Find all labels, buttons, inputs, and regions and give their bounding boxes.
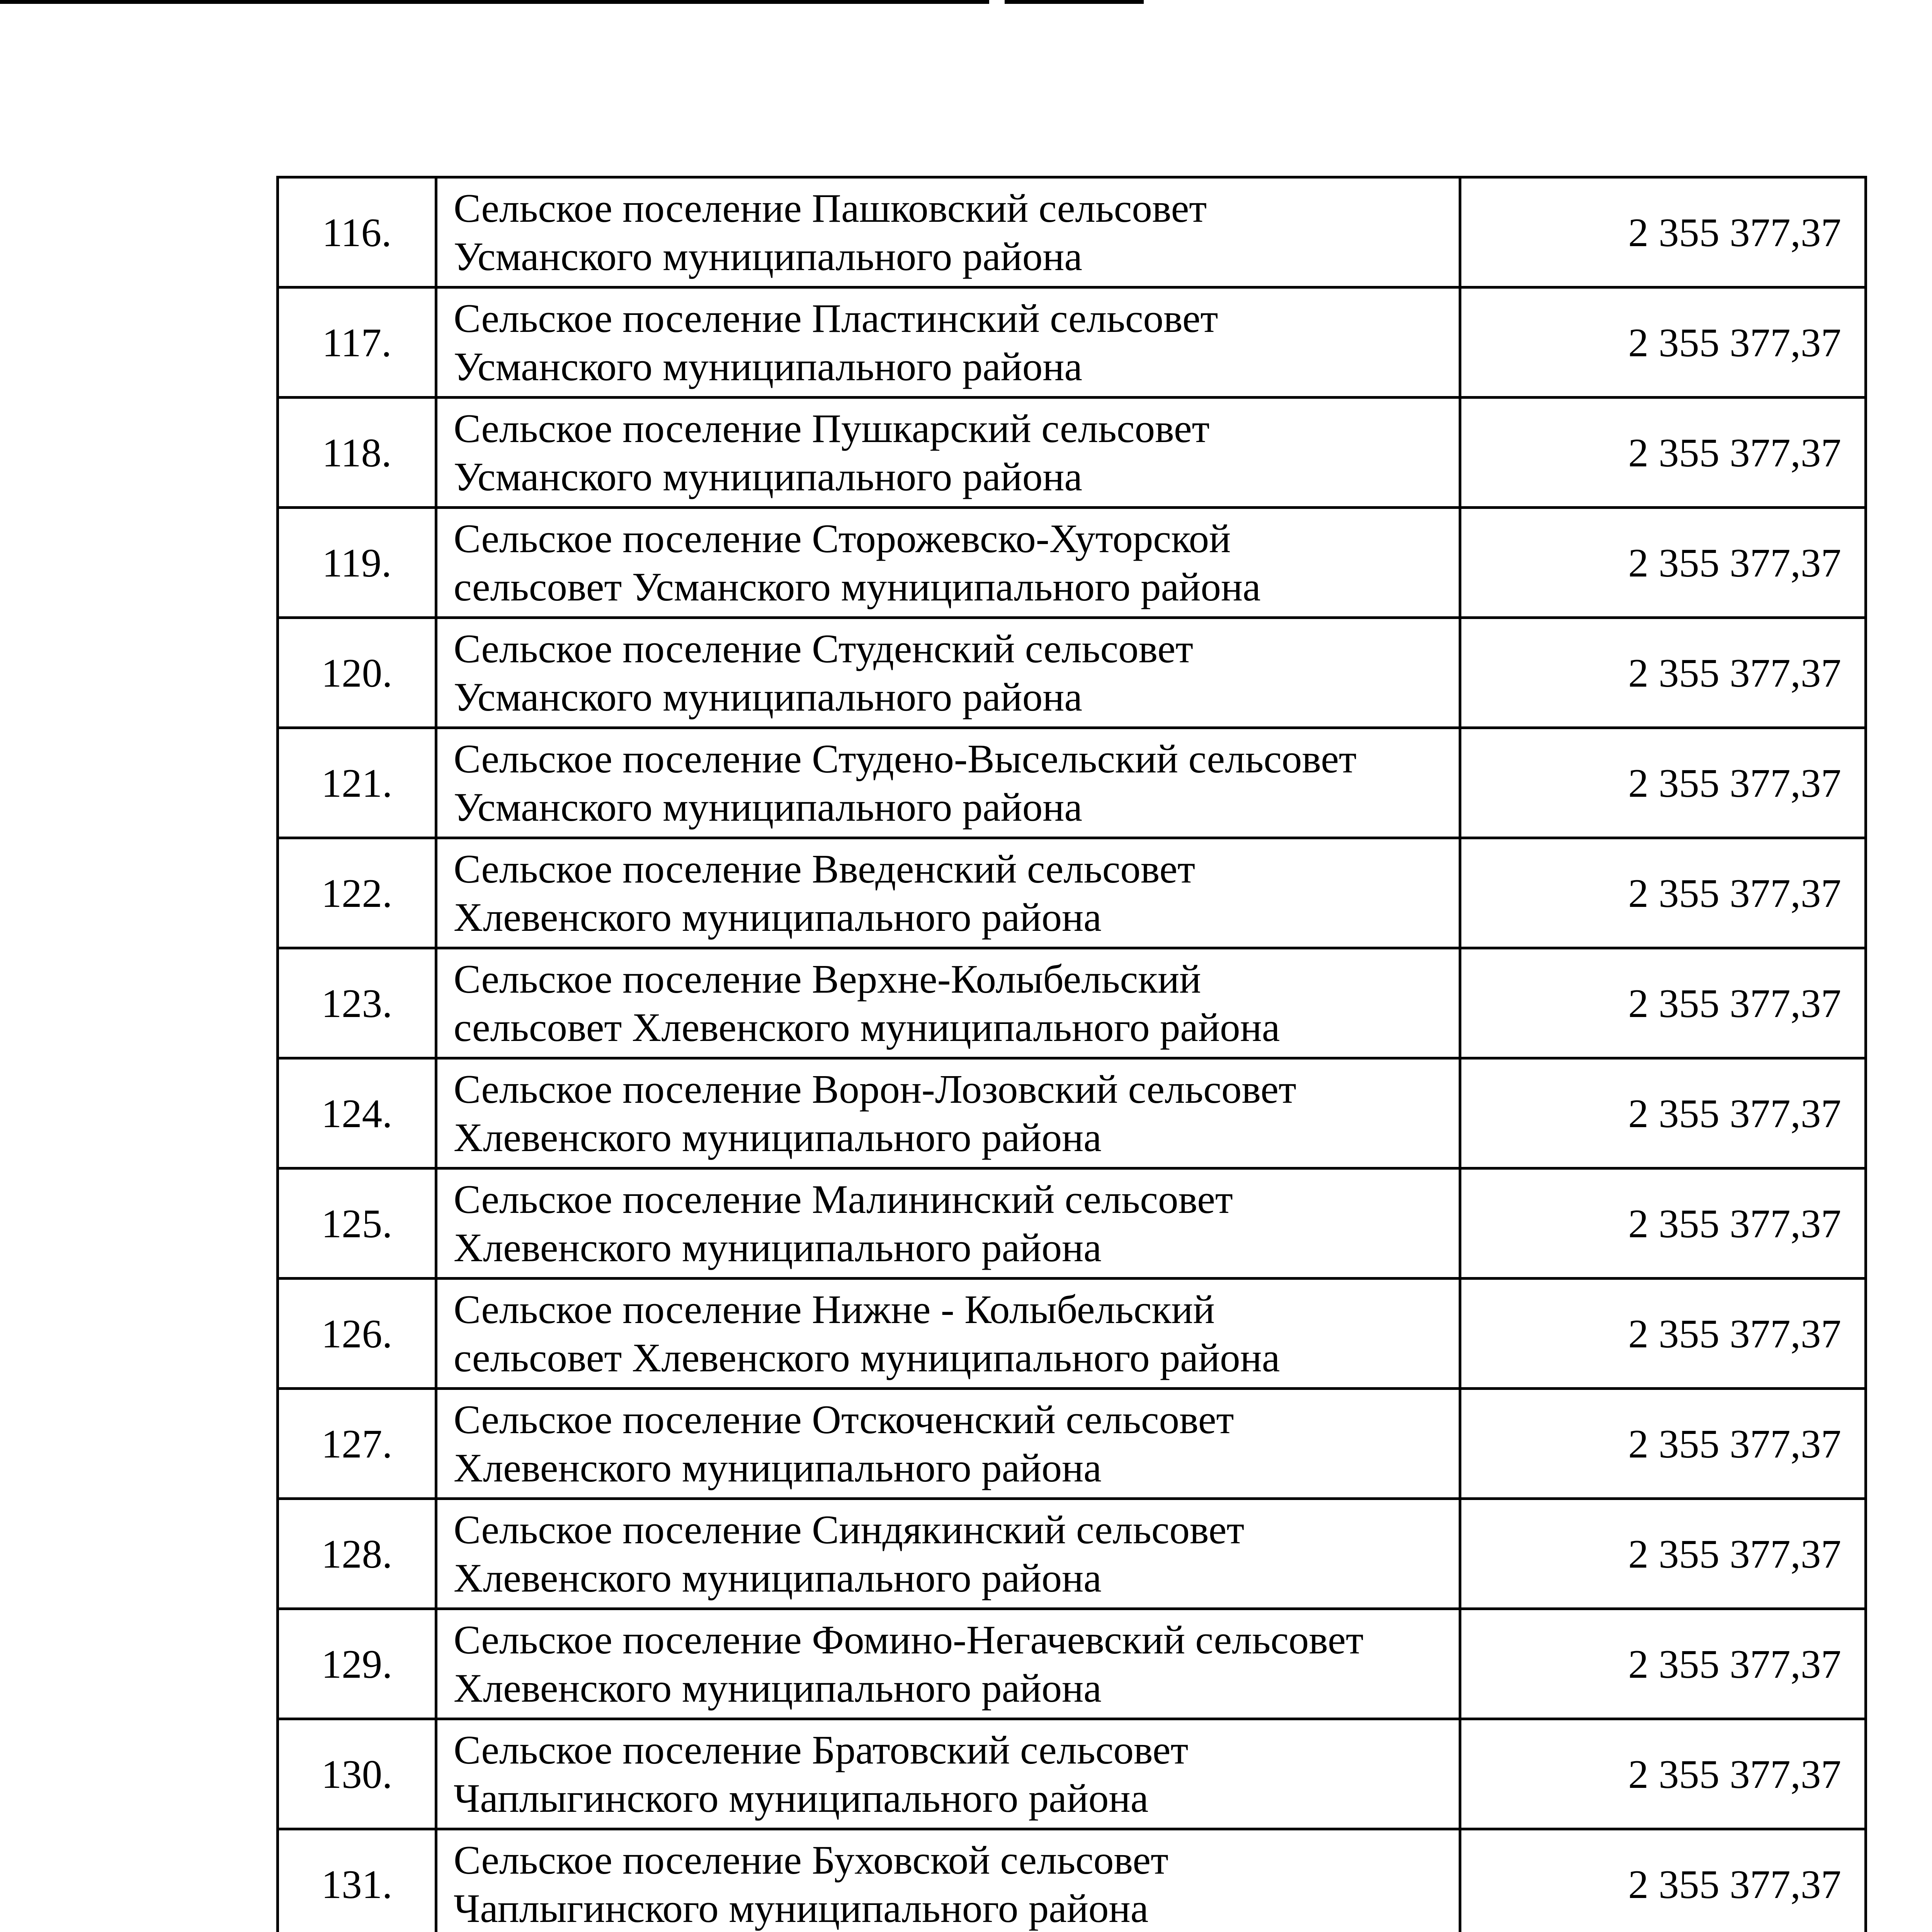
- row-number: 123.: [278, 948, 436, 1058]
- settlement-name-line-2: Хлевенского муниципального района: [454, 1555, 1102, 1600]
- settlement-name-line-1: Сельское поселение Студено-Высельский сельсовет: [454, 736, 1357, 781]
- settlement-name-line-1: Сельское поселение Фомино-Негачевский сельсовет: [454, 1617, 1364, 1662]
- settlement-name-line-2: Усманского муниципального района: [454, 674, 1083, 719]
- scan-border-top: [0, 0, 989, 4]
- settlement-name-line-2: Усманского муниципального района: [454, 234, 1083, 279]
- settlement-name: [436, 1719, 1460, 1829]
- settlement-name-line-2: Хлевенского муниципального района: [454, 1225, 1102, 1270]
- scan-border-top-fragment: [1005, 0, 1144, 4]
- settlement-name-line-2: Усманского муниципального района: [454, 454, 1083, 499]
- amount-cell: 2 355 377,37: [1460, 1058, 1866, 1168]
- settlement-name-line-1: Сельское поселение Пластинский сельсовет: [454, 296, 1218, 341]
- settlement-name-line-2: сельсовет Хлевенского муниципального района: [454, 1335, 1280, 1380]
- table-row: [278, 177, 1866, 287]
- row-number: 127.: [278, 1389, 436, 1499]
- settlement-name-line-2: Хлевенского муниципального района: [454, 1445, 1102, 1490]
- amount-cell: 2 355 377,37: [1460, 177, 1866, 287]
- amount-cell: 2 355 377,37: [1460, 508, 1866, 618]
- settlement-name-line-1: Сельское поселение Сторожевско-Хуторской: [454, 516, 1231, 561]
- table-row: [278, 1279, 1866, 1389]
- allocation-table: [276, 176, 1867, 1932]
- settlement-name-line-2: Хлевенского муниципального района: [454, 1115, 1102, 1160]
- settlement-name-line-1: Сельское поселение Синдякинский сельсовет: [454, 1507, 1245, 1552]
- row-number: 122.: [278, 838, 436, 948]
- row-number: 131.: [278, 1829, 436, 1932]
- settlement-name: [436, 728, 1460, 838]
- row-number: 120.: [278, 618, 436, 728]
- settlement-name-line-1: Сельское поселение Ворон-Лозовский сельсовет: [454, 1066, 1296, 1112]
- table-row: [278, 1389, 1866, 1499]
- table-row: [278, 398, 1866, 508]
- settlement-name: [436, 1609, 1460, 1719]
- row-number: 128.: [278, 1499, 436, 1609]
- settlement-name-line-2: Усманского муниципального района: [454, 784, 1083, 830]
- settlement-name: [436, 1168, 1460, 1279]
- table-row: [278, 287, 1866, 398]
- table-row: [278, 948, 1866, 1058]
- table-row: [278, 1719, 1866, 1829]
- settlement-name-line-2: Усманского муниципального района: [454, 344, 1083, 389]
- settlement-name: [436, 838, 1460, 948]
- table-row: [278, 1609, 1866, 1719]
- table-row: [278, 838, 1866, 948]
- table-row: [278, 1829, 1866, 1932]
- settlement-name-line-1: Сельское поселение Пушкарский сельсовет: [454, 406, 1210, 451]
- amount-cell: 2 355 377,37: [1460, 618, 1866, 728]
- settlement-name: [436, 1499, 1460, 1609]
- amount-cell: 2 355 377,37: [1460, 1499, 1866, 1609]
- settlement-name-line-1: Сельское поселение Верхне-Колыбельский: [454, 956, 1201, 1002]
- settlement-name: [436, 1389, 1460, 1499]
- amount-cell: 2 355 377,37: [1460, 398, 1866, 508]
- settlement-name: [436, 1058, 1460, 1168]
- amount-cell: 2 355 377,37: [1460, 728, 1866, 838]
- amount-cell: 2 355 377,37: [1460, 1389, 1866, 1499]
- amount-cell: 2 355 377,37: [1460, 1719, 1866, 1829]
- row-number: 119.: [278, 508, 436, 618]
- settlement-name-line-1: Сельское поселение Братовский сельсовет: [454, 1727, 1189, 1772]
- settlement-name-line-1: Сельское поселение Студенский сельсовет: [454, 626, 1193, 671]
- row-number: 117.: [278, 287, 436, 398]
- amount-cell: 2 355 377,37: [1460, 1168, 1866, 1279]
- amount-cell: 2 355 377,37: [1460, 1829, 1866, 1932]
- settlement-name-line-1: Сельское поселение Отскоченский сельсовет: [454, 1397, 1234, 1442]
- row-number: 116.: [278, 177, 436, 287]
- table-row: [278, 1168, 1866, 1279]
- settlement-name-line-2: Хлевенского муниципального района: [454, 895, 1102, 940]
- row-number: 129.: [278, 1609, 436, 1719]
- settlement-name: [436, 618, 1460, 728]
- row-number: 118.: [278, 398, 436, 508]
- amount-cell: 2 355 377,37: [1460, 1279, 1866, 1389]
- settlement-name-line-1: Сельское поселение Малининский сельсовет: [454, 1177, 1233, 1222]
- amount-cell: 2 355 377,37: [1460, 287, 1866, 398]
- settlement-name-line-2: Чаплыгинского муниципального района: [454, 1886, 1149, 1931]
- settlement-name: [436, 287, 1460, 398]
- settlement-name-line-1: Сельское поселение Пашковский сельсовет: [454, 185, 1207, 231]
- table-row: [278, 1058, 1866, 1168]
- settlement-name-line-1: Сельское поселение Нижне - Колыбельский: [454, 1287, 1215, 1332]
- table-row: [278, 618, 1866, 728]
- row-number: 121.: [278, 728, 436, 838]
- row-number: 124.: [278, 1058, 436, 1168]
- settlement-name-line-1: Сельское поселение Буховской сельсовет: [454, 1837, 1168, 1883]
- settlement-name: [436, 508, 1460, 618]
- settlement-name: [436, 948, 1460, 1058]
- table-row: [278, 508, 1866, 618]
- settlement-name-line-2: сельсовет Усманского муниципального района: [454, 564, 1261, 609]
- table-row: [278, 728, 1866, 838]
- table-body: [278, 177, 1866, 1932]
- row-number: 126.: [278, 1279, 436, 1389]
- settlement-name-line-2: сельсовет Хлевенского муниципального района: [454, 1005, 1280, 1050]
- row-number: 125.: [278, 1168, 436, 1279]
- amount-cell: 2 355 377,37: [1460, 838, 1866, 948]
- settlement-name: [436, 398, 1460, 508]
- table-row: [278, 1499, 1866, 1609]
- amount-cell: 2 355 377,37: [1460, 1609, 1866, 1719]
- row-number: 130.: [278, 1719, 436, 1829]
- settlement-name-line-2: Хлевенского муниципального района: [454, 1665, 1102, 1711]
- settlement-name-line-2: Чаплыгинского муниципального района: [454, 1776, 1149, 1821]
- settlement-name: [436, 177, 1460, 287]
- settlement-name-line-1: Сельское поселение Введенский сельсовет: [454, 846, 1196, 891]
- amount-cell: 2 355 377,37: [1460, 948, 1866, 1058]
- settlement-name: [436, 1829, 1460, 1932]
- settlement-name: [436, 1279, 1460, 1389]
